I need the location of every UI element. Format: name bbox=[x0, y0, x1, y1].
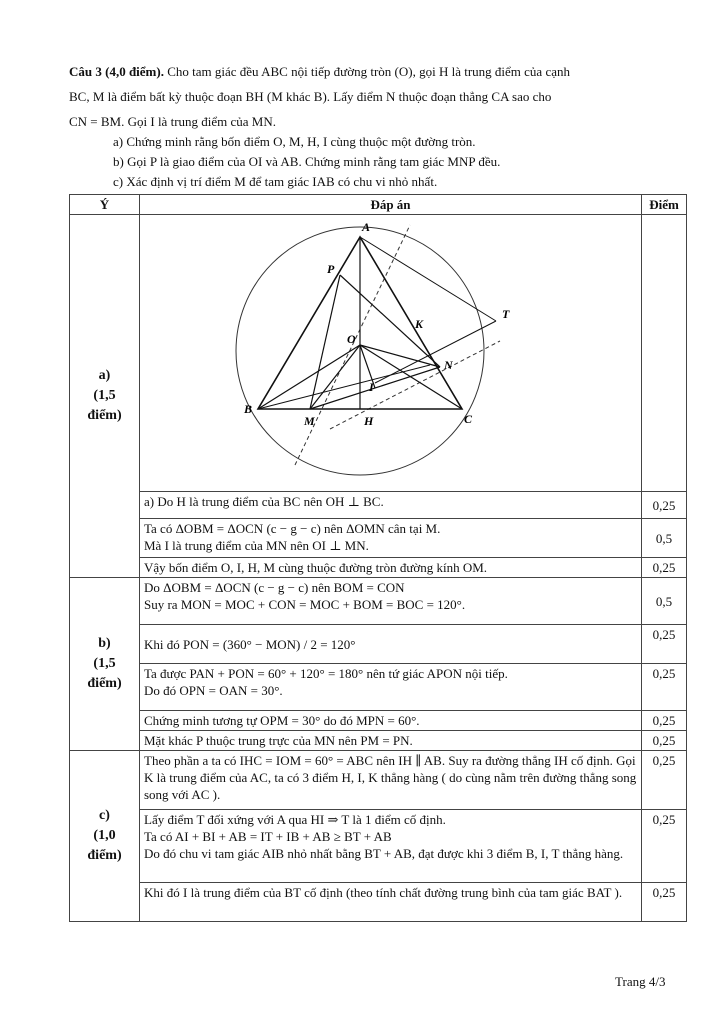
question-part-b: b) Gọi P là giao điểm của OI và AB. Chứng minh rằng tam giác MNP đều. bbox=[113, 154, 501, 169]
header-score: Điểm bbox=[642, 195, 687, 215]
b-row-3: Ta được PAN + PON = 60° + 120° = 180° nên tứ giác APON nội tiếp. Do đó OPN = OAN = 30°. bbox=[140, 664, 642, 711]
b-row-4: Chứng minh tương tự OPM = 30° do đó MPN = 60°. bbox=[140, 711, 642, 731]
label-K: K bbox=[415, 317, 424, 331]
c-row-2: Lấy điểm T đối xứng với A qua HI ⇒ T là 1 điểm cố định. Ta có AI + BI + AB = IT + IB + AB ≥ BT + AB Do đó chu vi tam giác AIB nhỏ nhất bằng BT + AB, đạt được khi 3 điểm B, I, T thẳng hàng. bbox=[140, 810, 642, 883]
label-N: N bbox=[444, 358, 453, 372]
b-score-4: 0,25 bbox=[642, 711, 687, 731]
c-score-3: 0,25 bbox=[642, 883, 687, 922]
label-T: T bbox=[502, 307, 510, 321]
header-answer: Đáp án bbox=[140, 195, 642, 215]
question-line3: CN = BM. Gọi I là trung điểm của MN. bbox=[69, 114, 277, 129]
label-B: B bbox=[244, 402, 253, 416]
a-score-3: 0,25 bbox=[642, 558, 687, 578]
header-y: Ý bbox=[70, 195, 140, 215]
b-row-5: Mặt khác P thuộc trung trực của MN nên PM = PN. bbox=[140, 731, 642, 751]
question-title: Câu 3 (4,0 điểm). bbox=[69, 64, 164, 79]
a-row-2: Ta có ΔOBM = ΔOCN (c − g − c) nên ΔOMN cân tại M. Mà I là trung điểm của MN nên OI ⊥ MN. bbox=[140, 519, 642, 558]
part-c-label: c) (1,0 điểm) bbox=[70, 751, 140, 922]
figure-score-cell bbox=[642, 215, 687, 492]
question-part-c: c) Xác định vị trí điểm M để tam giác IAB có chu vi nhỏ nhất. bbox=[113, 174, 438, 189]
c-score-1: 0,25 bbox=[642, 751, 687, 810]
a-score-1: 0,25 bbox=[642, 492, 687, 519]
part-b-label: b) (1,5 điểm) bbox=[70, 578, 140, 751]
question-part-a: a) Chứng minh rằng bốn điểm O, M, H, I cùng thuộc một đường tròn. bbox=[113, 134, 476, 149]
a-score-2: 0,5 bbox=[642, 519, 687, 558]
b-score-1: 0,5 bbox=[642, 578, 687, 625]
label-A: A bbox=[362, 220, 371, 234]
label-P: P bbox=[327, 262, 335, 276]
b-row-1: Do ΔOBM = ΔOCN (c − g − c) nên BOM = CON Suy ra MON = MOC + CON = MOC + BOM = BOC = 120°. bbox=[140, 578, 642, 625]
answer-table bbox=[69, 194, 687, 922]
b-row-2: Khi đó PON = (360° − MON) / 2 = 120° bbox=[140, 625, 642, 664]
label-M: M bbox=[304, 414, 315, 428]
geometry-diagram bbox=[140, 215, 640, 487]
part-a-label: a) (1,5 điểm) bbox=[70, 215, 140, 578]
a-row-1: a) Do H là trung điểm của BC nên OH ⊥ BC. bbox=[140, 492, 642, 519]
question-block bbox=[69, 62, 669, 192]
label-C: C bbox=[464, 412, 473, 426]
geometry-figure bbox=[140, 215, 642, 492]
question-line1: Cho tam giác đều ABC nội tiếp đường tròn (O), gọi H là trung điểm của cạnh bbox=[167, 64, 570, 79]
b-score-2: 0,25 bbox=[642, 625, 687, 664]
a-row-3: Vậy bốn điểm O, I, H, M cùng thuộc đường tròn đường kính OM. bbox=[140, 558, 642, 578]
c-row-1: Theo phần a ta có IHC = IOM = 60° = ABC nên IH ∥ AB. Suy ra đường thẳng IH cố định. Gọi K là trung điểm của AC, ta có 3 điểm H, I, K thẳng hàng ( do cùng nằm trên đường thẳng song song với AC ). bbox=[140, 751, 642, 810]
label-H: H bbox=[364, 414, 374, 428]
b-score-5: 0,25 bbox=[642, 731, 687, 751]
label-O: O bbox=[347, 332, 356, 346]
question-line2: BC, M là điểm bất kỳ thuộc đoạn BH (M khác B). Lấy điểm N thuộc đoạn thẳng CA sao cho bbox=[69, 89, 552, 104]
label-I: I bbox=[369, 380, 374, 394]
c-row-3: Khi đó I là trung điểm của BT cố định (theo tính chất đường trung bình của tam giác BAT ). bbox=[140, 883, 642, 922]
page-footer: Trang 4/3 bbox=[615, 974, 666, 989]
c-score-2: 0,25 bbox=[642, 810, 687, 883]
b-score-3: 0,25 bbox=[642, 664, 687, 711]
